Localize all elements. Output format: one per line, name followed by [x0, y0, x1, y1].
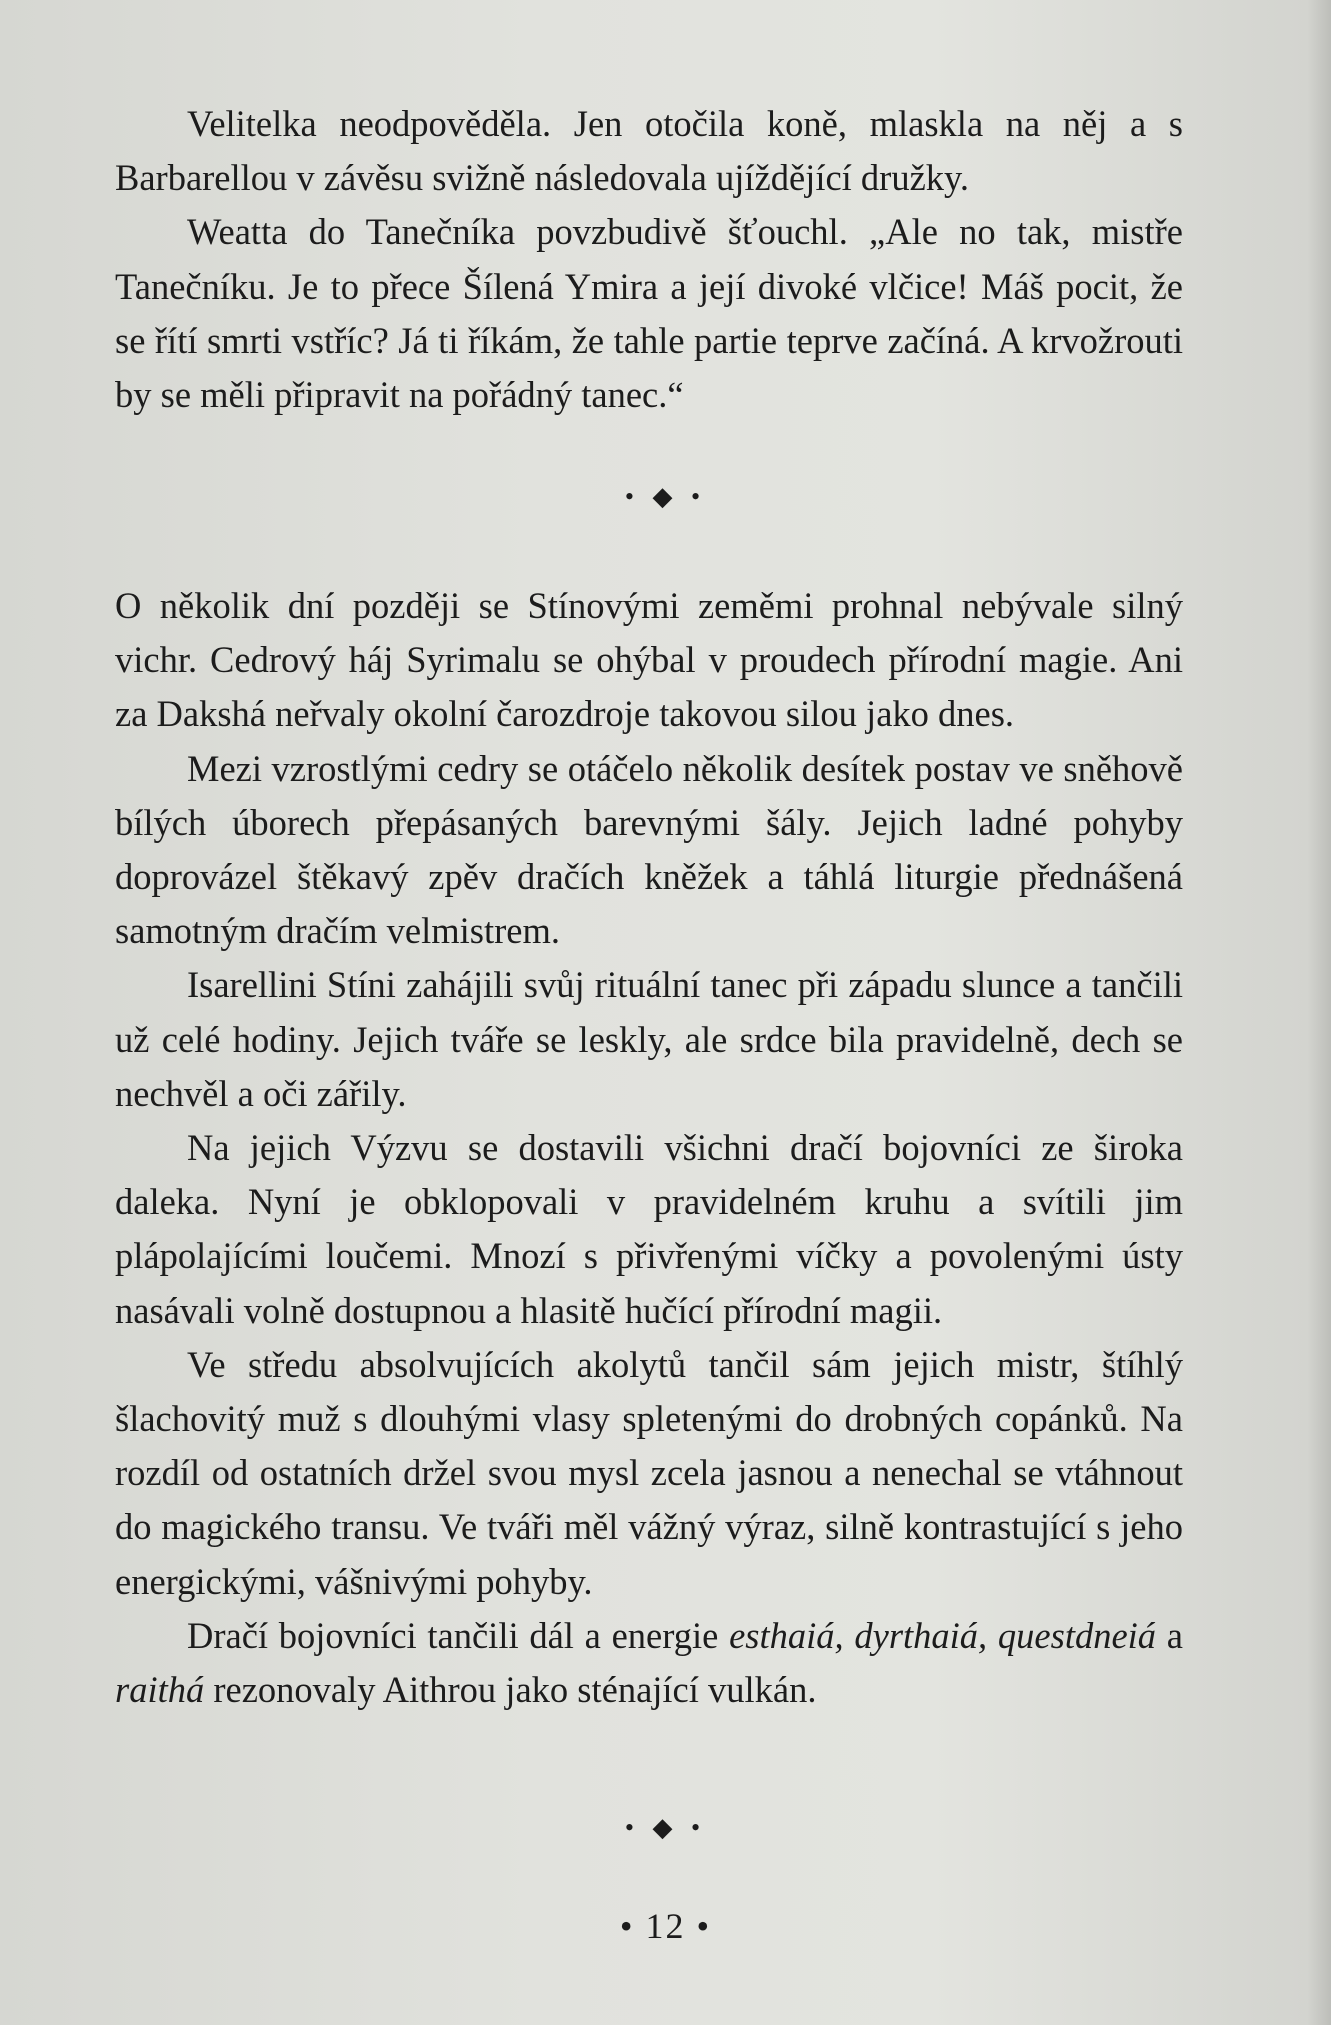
paragraph: Velitelka neodpověděla. Jen otočila koně, mlaskla na něj a s Barbarellou v závěsu svižně následovala ujíždějící družky.	[115, 103, 1183, 199]
paragraph: Ve středu absolvujících akolytů tančil sám jejich mistr, štíhlý šlachovitý muž s dlouhými vlasy spletenými do drobných copánků. Na rozdíl od ostatních držel svou mysl zcela jasnou a nenechal se vtáhnout do magického transu. Ve tváři měl vážný výraz, silně kontrastující s jeho energickými, vášnivými pohyby.	[115, 1343, 1183, 1602]
paragraph-last	[115, 1609, 1183, 1717]
page-number: • 12 •	[619, 1906, 712, 1946]
paragraph: Mezi vzrostlými cedry se otáčelo několik desítek postav ve sněhově bílých úborech přepásaných barevnými šály. Jejich ladné pohyby doprovázel štěkavý zpěv dračích kněžek a táhlá liturgie přednášená samotným dračím velmistrem.	[115, 747, 1183, 952]
section-separator: • ◆ •	[624, 482, 707, 511]
paragraph: Isarellini Stíni zahájili svůj rituální tanec při západu slunce a tančili už celé hodiny. Jejich tváře se leskly, ale srdce bila pravidelně, dech se nechvěl a oči zářily.	[115, 964, 1183, 1114]
text-section-2	[115, 579, 1183, 1717]
text-connector: a	[1156, 1614, 1183, 1656]
text-lead: Dračí bojovníci tančili dál a energie	[187, 1614, 730, 1656]
paragraph: Weatta do Tanečníka povzbudivě šťouchl. „Ale no tak, mistře Tanečníku. Je to přece Šílená Ymira a její divoké vlčice! Máš pocit, že se řítí smrti vstříc? Já ti říkám, že tahle partie teprve začíná. A krvožrouti by se měli připravit na pořádný tanec.“	[115, 211, 1183, 416]
paragraph: O několik dní později se Stínovými zeměmi prohnal nebývale silný vichr. Cedrový háj Syrimalu se ohýbal v proudech přírodní magie. Ani za Dakshá neřvaly okolní čarozdroje takovou silou jako dnes.	[115, 585, 1183, 735]
italic-terms: esthaiá, dyrthaiá, questdneiá	[729, 1614, 1157, 1656]
paragraph: Na jejich Výzvu se dostavili všichni dračí bojovníci ze široka daleka. Nyní je obklopovali v pravidelném kruhu a svítili jim plápolajícími loučemi. Mnozí s přivřenými víčky a povolenými ústy nasávali volně dostupnou a hlasitě hučící přírodní magii.	[115, 1127, 1183, 1331]
text-section-1	[115, 97, 1183, 422]
text-tail: rezonovaly Aithrou jako sténající vulkán.	[204, 1669, 817, 1711]
section-separator: • ◆ •	[624, 1813, 707, 1842]
italic-term: raithá	[115, 1669, 205, 1711]
